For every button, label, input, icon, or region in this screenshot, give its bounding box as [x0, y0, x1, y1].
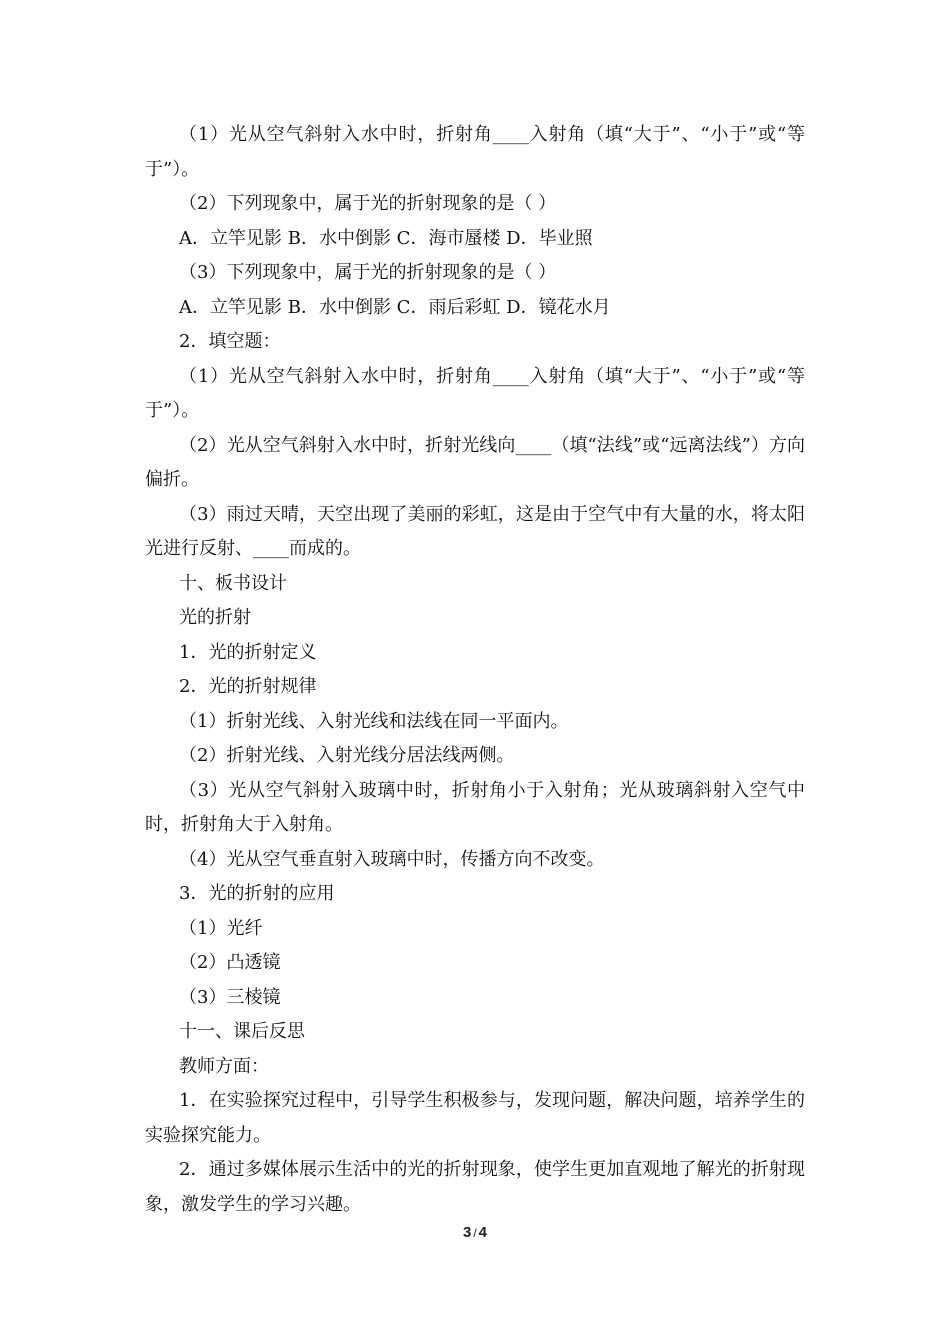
paragraph: 光的折射 [179, 607, 251, 628]
page-content [145, 118, 805, 1222]
paragraph: 2．通过多媒体展示生活中的光的折射现象，使学生更加直观地了解光的折射现象，激发学生的学习兴趣。 [145, 1159, 805, 1215]
paragraph: （1）折射光线、入射光线和法线在同一平面内。 [179, 710, 569, 732]
paragraph: 2．光的折射规律 [179, 676, 317, 697]
page-number [0, 1224, 950, 1241]
paragraph: （2）下列现象中，属于光的折射现象的是（ ） [179, 193, 557, 214]
paragraph: （2）光从空气斜射入水中时，折射光线向____（填“法线”或“远离法线”）方向偏折。 [145, 434, 805, 490]
section-heading: 十、板书设计 [179, 572, 287, 594]
paragraph: （2）折射光线、入射光线分居法线两侧。 [179, 745, 515, 766]
paragraph: 3．光的折射的应用 [179, 883, 335, 904]
section-heading: 十一、课后反思 [179, 1021, 305, 1042]
current-page-number: 3 [462, 1224, 472, 1241]
total-page-count: 4 [478, 1224, 488, 1241]
paragraph: （4）光从空气垂直射入玻璃中时，传播方向不改变。 [179, 848, 605, 870]
paragraph: （1）光纤 [179, 917, 263, 939]
paragraph: 1．光的折射定义 [179, 641, 317, 663]
paragraph: 2．填空题： [179, 331, 281, 352]
page-separator: / [473, 1226, 477, 1240]
paragraph: 教师方面： [179, 1055, 269, 1077]
paragraph: （3）光从空气斜射入玻璃中时，折射角小于入射角；光从玻璃斜射入空气中时，折射角大于入射角。 [145, 779, 805, 835]
paragraph: （3）雨过天晴，天空出现了美丽的彩虹，这是由于空气中有大量的水，将太阳光进行反射、____而成的。 [145, 503, 805, 559]
paragraph: （3）下列现象中，属于光的折射现象的是（ ） [179, 262, 557, 283]
paragraph: （3）三棱镜 [179, 986, 281, 1008]
paragraph: （2）凸透镜 [179, 952, 281, 973]
paragraph: （1）光从空气斜射入水中时，折射角____入射角（填“大于”、“小于”或“等于”）。 [145, 124, 805, 180]
paragraph: A．立竿见影 B．水中倒影 C．海市蜃楼 D．毕业照 [179, 227, 593, 249]
paragraph: （1）光从空气斜射入水中时，折射角____入射角（填“大于”、“小于”或“等于”）。 [145, 365, 805, 421]
paragraph: A．立竿见影 B．水中倒影 C．雨后彩虹 D．镜花水月 [179, 296, 611, 318]
paragraph: 1．在实验探究过程中，引导学生积极参与，发现问题，解决问题，培养学生的实验探究能力。 [145, 1090, 805, 1146]
